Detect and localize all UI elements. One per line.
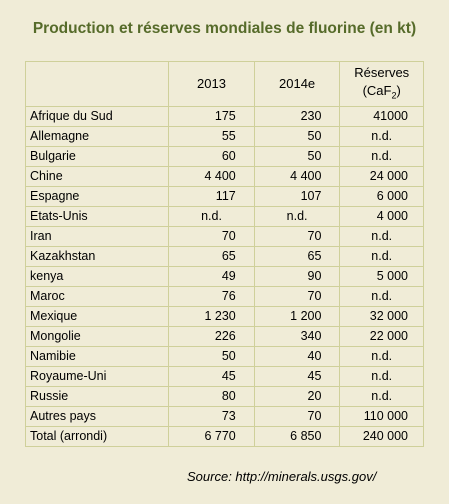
cell-2014: 90 (254, 267, 340, 287)
cell-reserves: 22 000 (340, 327, 424, 347)
cell-country: Bulgarie (26, 147, 169, 167)
table-row (26, 267, 424, 287)
table-row (26, 427, 424, 447)
cell-country: Afrique du Sud (26, 107, 169, 127)
cell-2013: 76 (169, 287, 254, 307)
table-row (26, 327, 424, 347)
table-row (26, 347, 424, 367)
cell-2014: 40 (254, 347, 340, 367)
table-row (26, 227, 424, 247)
cell-country: Allemagne (26, 127, 169, 147)
cell-country: Mexique (26, 307, 169, 327)
table-body (26, 107, 424, 447)
cell-2014: 50 (254, 147, 340, 167)
cell-2013: 55 (169, 127, 254, 147)
source-note: Source: http://minerals.usgs.gov/ (187, 469, 377, 484)
cell-country: Royaume-Uni (26, 367, 169, 387)
cell-2014: 1 200 (254, 307, 340, 327)
cell-reserves: n.d. (340, 227, 424, 247)
cell-2014: 340 (254, 327, 340, 347)
cell-reserves: 5 000 (340, 267, 424, 287)
table-row (26, 287, 424, 307)
table-row (26, 367, 424, 387)
table-row (26, 127, 424, 147)
cell-2014: 6 850 (254, 427, 340, 447)
cell-2013: 60 (169, 147, 254, 167)
cell-reserves: n.d. (340, 287, 424, 307)
cell-2014: 65 (254, 247, 340, 267)
table-row (26, 407, 424, 427)
table-row (26, 247, 424, 267)
cell-2013: 65 (169, 247, 254, 267)
cell-reserves: 41000 (340, 107, 424, 127)
table-row (26, 387, 424, 407)
cell-2014: 107 (254, 187, 340, 207)
cell-reserves: n.d. (340, 247, 424, 267)
cell-reserves: 32 000 (340, 307, 424, 327)
cell-country: Espagne (26, 187, 169, 207)
cell-2013: 70 (169, 227, 254, 247)
cell-country: Etats-Unis (26, 207, 169, 227)
table-row (26, 207, 424, 227)
cell-reserves: n.d. (340, 127, 424, 147)
header-reserves (340, 62, 424, 107)
table-row (26, 307, 424, 327)
cell-reserves: 24 000 (340, 167, 424, 187)
cell-country: Autres pays (26, 407, 169, 427)
cell-reserves: n.d. (340, 347, 424, 367)
cell-2013: 49 (169, 267, 254, 287)
cell-country: kenya (26, 267, 169, 287)
cell-2014: 4 400 (254, 167, 340, 187)
cell-country: Mongolie (26, 327, 169, 347)
header-2014: 2014e (254, 62, 340, 107)
cell-country: Namibie (26, 347, 169, 367)
table-row (26, 147, 424, 167)
cell-2013: 50 (169, 347, 254, 367)
cell-country: Chine (26, 167, 169, 187)
cell-2013: 4 400 (169, 167, 254, 187)
header-reserves-suffix: ) (396, 82, 401, 98)
cell-2013: 6 770 (169, 427, 254, 447)
table-header-row (26, 62, 424, 107)
cell-country: Iran (26, 227, 169, 247)
cell-2013: 80 (169, 387, 254, 407)
cell-2014: 70 (254, 407, 340, 427)
cell-2013: 175 (169, 107, 254, 127)
cell-reserves: 240 000 (340, 427, 424, 447)
header-reserves-subscript: 2 (391, 90, 397, 101)
cell-2014: 70 (254, 287, 340, 307)
table-row (26, 167, 424, 187)
cell-2014: 45 (254, 367, 340, 387)
cell-reserves: 6 000 (340, 187, 424, 207)
cell-2013: 73 (169, 407, 254, 427)
cell-2013: 45 (169, 367, 254, 387)
header-2013: 2013 (169, 62, 254, 107)
cell-country: Total (arrondi) (26, 427, 169, 447)
cell-country: Russie (26, 387, 169, 407)
cell-2013: 226 (169, 327, 254, 347)
cell-2014: 50 (254, 127, 340, 147)
header-reserves-prefix: (CaF (362, 82, 392, 98)
cell-2014: n.d. (254, 207, 340, 227)
page-title: Production et réserves mondiales de fluorine (en kt) (32, 20, 417, 37)
table-row (26, 187, 424, 207)
cell-reserves: n.d. (340, 387, 424, 407)
cell-2013: n.d. (169, 207, 254, 227)
cell-reserves: n.d. (340, 367, 424, 387)
cell-reserves: n.d. (340, 147, 424, 167)
table-row (26, 107, 424, 127)
cell-country: Maroc (26, 287, 169, 307)
header-reserves-label: Réserves (354, 64, 410, 80)
cell-2014: 230 (254, 107, 340, 127)
cell-reserves: 4 000 (340, 207, 424, 227)
cell-2014: 70 (254, 227, 340, 247)
cell-2013: 117 (169, 187, 254, 207)
cell-reserves: 110 000 (340, 407, 424, 427)
fluorine-table (25, 61, 424, 447)
header-country (26, 62, 169, 107)
cell-2014: 20 (254, 387, 340, 407)
cell-country: Kazakhstan (26, 247, 169, 267)
cell-2013: 1 230 (169, 307, 254, 327)
